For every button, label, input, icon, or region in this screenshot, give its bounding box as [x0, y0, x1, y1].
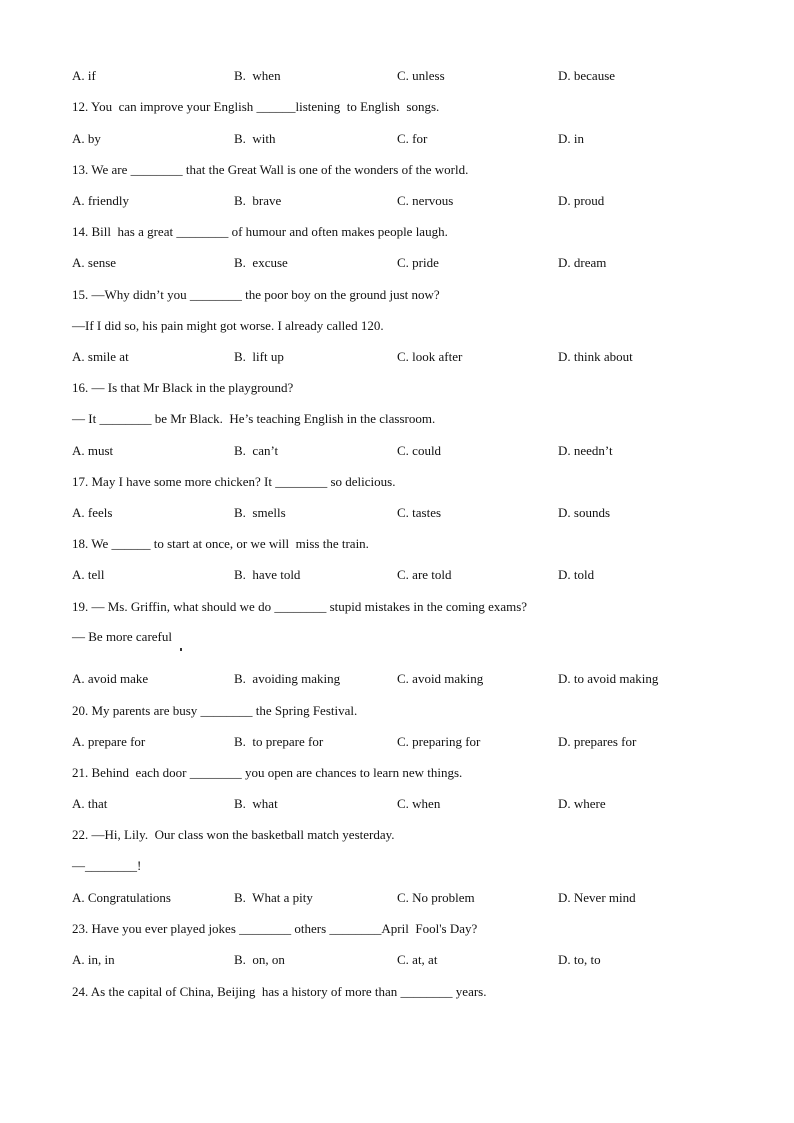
question-22-reply: —________! [72, 858, 142, 873]
stray-mark [180, 648, 182, 651]
question-21-stem: 21. Behind each door ________ you open are chances to learn new things. [72, 765, 463, 780]
option-c[interactable]: C. could [397, 443, 442, 458]
option-c[interactable]: C. avoid making [397, 671, 484, 686]
option-c[interactable]: C. tastes [397, 505, 442, 520]
option-d[interactable]: D. Never mind [558, 890, 636, 905]
option-a[interactable]: A. that [72, 796, 108, 811]
question-24-stem: 24. As the capital of China, Beijing has a history of more than ________ years. [72, 984, 487, 999]
question-16-reply: — It ________ be Mr Black. He’s teaching English in the classroom. [72, 411, 436, 426]
option-a[interactable]: A. smile at [72, 349, 129, 364]
option-d[interactable]: D. proud [558, 193, 605, 208]
question-12-stem: 12. You can improve your English ______listening to English songs. [72, 99, 440, 114]
option-c[interactable]: C. for [397, 131, 428, 146]
option-b[interactable]: B. excuse [234, 255, 288, 270]
option-c[interactable]: C. when [397, 796, 441, 811]
option-a[interactable]: A. feels [72, 505, 113, 520]
option-c[interactable]: C. look after [397, 349, 463, 364]
option-d[interactable]: D. told [558, 567, 595, 582]
option-b[interactable]: B. to prepare for [234, 734, 324, 749]
option-c[interactable]: C. No problem [397, 890, 475, 905]
option-d[interactable]: D. to, to [558, 952, 601, 967]
option-b[interactable]: B. what [234, 796, 278, 811]
option-d[interactable]: D. prepares for [558, 734, 637, 749]
option-b[interactable]: B. on, on [234, 952, 285, 967]
option-d[interactable]: D. where [558, 796, 606, 811]
option-b[interactable]: B. avoiding making [234, 671, 341, 686]
option-c[interactable]: C. at, at [397, 952, 438, 967]
option-a[interactable]: A. tell [72, 567, 105, 582]
option-b[interactable]: B. when [234, 68, 281, 83]
question-14-stem: 14. Bill has a great ________ of humour and often makes people laugh. [72, 224, 448, 239]
option-d[interactable]: D. needn’t [558, 443, 613, 458]
option-a[interactable]: A. sense [72, 255, 117, 270]
option-b[interactable]: B. can’t [234, 443, 279, 458]
question-15-reply: —If I did so, his pain might got worse. I already called 120. [72, 318, 384, 333]
option-b[interactable]: B. with [234, 131, 276, 146]
option-b[interactable]: B. smells [234, 505, 286, 520]
option-c[interactable]: C. pride [397, 255, 439, 270]
option-b[interactable]: B. lift up [234, 349, 284, 364]
question-22-stem: 22. —Hi, Lily. Our class won the basketball match yesterday. [72, 827, 395, 842]
question-13-stem: 13. We are ________ that the Great Wall is one of the wonders of the world. [72, 162, 469, 177]
option-a[interactable]: A. in, in [72, 952, 115, 967]
option-c[interactable]: C. are told [397, 567, 452, 582]
question-16-stem: 16. — Is that Mr Black in the playground? [72, 380, 294, 395]
question-19-stem: 19. — Ms. Griffin, what should we do ________ stupid mistakes in the coming exams? [72, 599, 528, 614]
question-20-stem: 20. My parents are busy ________ the Spring Festival. [72, 703, 358, 718]
option-d[interactable]: D. because [558, 68, 616, 83]
option-d[interactable]: D. sounds [558, 505, 611, 520]
option-d[interactable]: D. in [558, 131, 584, 146]
option-a[interactable]: A. prepare for [72, 734, 146, 749]
question-15-stem: 15. —Why didn’t you ________ the poor boy on the ground just now? [72, 287, 440, 302]
option-d[interactable]: D. to avoid making [558, 671, 659, 686]
option-b[interactable]: B. brave [234, 193, 282, 208]
option-c[interactable]: C. preparing for [397, 734, 481, 749]
option-a[interactable]: A. by [72, 131, 101, 146]
option-d[interactable]: D. dream [558, 255, 607, 270]
option-c[interactable]: C. unless [397, 68, 445, 83]
option-a[interactable]: A. Congratulations [72, 890, 171, 905]
option-a[interactable]: A. friendly [72, 193, 130, 208]
option-a[interactable]: A. if [72, 68, 96, 83]
option-a[interactable]: A. must [72, 443, 114, 458]
option-b[interactable]: B. have told [234, 567, 301, 582]
option-d[interactable]: D. think about [558, 349, 633, 364]
question-18-stem: 18. We ______ to start at once, or we will miss the train. [72, 536, 369, 551]
question-23-stem: 23. Have you ever played jokes ________ others ________April Fool's Day? [72, 921, 478, 936]
option-c[interactable]: C. nervous [397, 193, 454, 208]
question-19-reply: — Be more careful [72, 629, 172, 644]
question-17-stem: 17. May I have some more chicken? It ________ so delicious. [72, 474, 396, 489]
option-b[interactable]: B. What a pity [234, 890, 313, 905]
option-a[interactable]: A. avoid make [72, 671, 149, 686]
